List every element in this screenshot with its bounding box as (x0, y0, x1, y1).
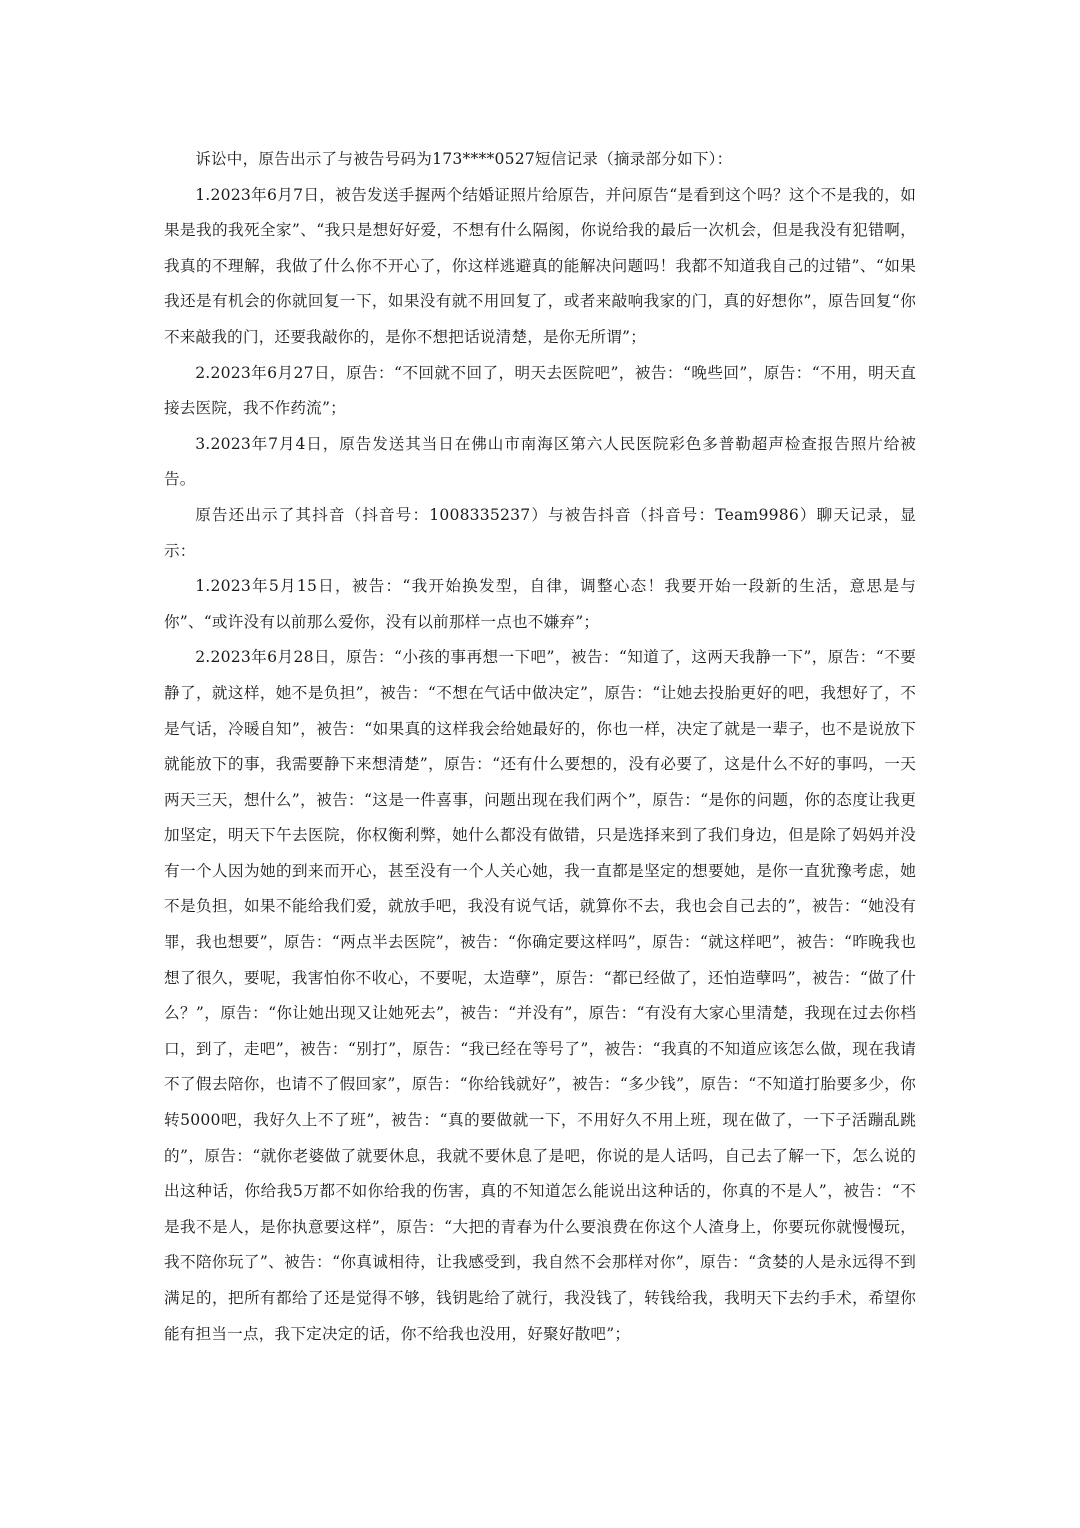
paragraph-sms-item-2: 2.2023年6月27日，原告：“不回就不回了，明天去医院吧”，被告：“晚些回”，原告：“不用，明天直接去医院，我不作药流”； (164, 363, 916, 418)
paragraph-sms-item-3: 3.2023年7月4日，原告发送其当日在佛山市南海区第六人民医院彩色多普勒超声检查报告照片给被告。 (164, 434, 916, 489)
document-body (164, 142, 916, 1352)
paragraph-douyin-item-2: 2.2023年6月28日，原告：“小孩的事再想一下吧”，被告：“知道了，这两天我静一下”，原告：“不要静了，就这样，她不是负担”，被告：“不想在气话中做决定”，原告：“让她去投胎更好的吧，我想好了，不是气话，冷暖自知”，被告：“如果真的这样我会给她最好的，你也一样，决定了就是一辈子，也不是说放下就能放下的事，我需要静下来想清楚”，原告：“还有什么要想的，没有必要了，这是什么不好的事吗，一天两天三天，想什么”，被告：“这是一件喜事，问题出现在我们两个”，原告：“是你的问题，你的态度让我更加坚定，明天下午去医院，你权衡利弊，她什么都没有做错，只是选择来到了我们身边，但是除了妈妈并没有一个人因为她的到来而开心，甚至没有一个人关心她，我一直都是坚定的想要她，是你一直犹豫考虑，她不是负担，如果不能给我们爱，就放手吧，我没有说气话，就算你不去，我也会自己去的”，被告：“她没有罪，我也想要”，原告：“两点半去医院”，被告：“你确定要这样吗”，原告：“就这样吧”，被告：“昨晚我也想了很久，要呢，我害怕你不收心，不要呢，太造孽”，原告：“都已经做了，还怕造孽吗”，被告：“做了什么？”，原告：“你让她出现又让她死去”，被告：“并没有”，原告：“有没有大家心里清楚，我现在过去你档口，到了，走吧”，被告：“别打”，原告：“我已经在等号了”，被告：“我真的不知道应该怎么做，现在我请不了假去陪你，也请不了假回家”，原告：“你给钱就好”，被告：“多少钱”，原告：“不知道打胎要多少，你转5000吧，我好久上不了班”，被告：“真的要做就一下，不用好久不用上班，现在做了，一下子活蹦乱跳的”，原告：“就你老婆做了就要休息，我就不要休息了是吧，你说的是人话吗，自己去了解一下，怎么说的出这种话，你给我5万都不如你给我的伤害，真的不知道怎么能说出这种话的，你真的不是人”，被告：“不是我不是人，是你执意要这样”，原告：“大把的青春为什么要浪费在你这个人渣身上，你要玩你就慢慢玩，我不陪你玩了”、被告：“你真诚相待，让我感受到，我自然不会那样对你”，原告：“贪婪的人是永远得不到满足的，把所有都给了还是觉得不够，钱钥匙给了就行，我没钱了，转钱给我，我明天下去约手术，希望你能有担当一点，我下定决定的话，你不给我也没用，好聚好散吧”； (164, 648, 916, 1343)
paragraph-sms-intro: 诉讼中，原告出示了与被告号码为173****0527短信记录（摘录部分如下）： (195, 150, 733, 168)
paragraph-sms-item-1: 1.2023年6月7日，被告发送手握两个结婚证照片给原告，并问原告“是看到这个吗？这个不是我的，如果是我的我死全家”、“我只是想好好爱，不想有什么隔阂，你说给我的最后一次机会，但是我没有犯错啊，我真的不理解，我做了什么你不开心了，你这样逃避真的能解决问题吗！我都不知道我自己的过错”、“如果我还是有机会的你就回复一下，如果没有就不用回复了，或者来敲响我家的门，真的好想你”，原告回复“你不来敲我的门，还要我敲你的，是你不想把话说清楚，是你无所谓”； (164, 185, 916, 346)
paragraph-douyin-intro: 原告还出示了其抖音（抖音号：1008335237）与被告抖音（抖音号：Team9986）聊天记录，显示： (164, 505, 916, 560)
paragraph-douyin-item-1: 1.2023年5月15日，被告：“我开始换发型，自律，调整心态！我要开始一段新的生活，意思是与你”、“或许没有以前那么爱你，没有以前那样一点也不嫌弃”； (164, 577, 916, 631)
